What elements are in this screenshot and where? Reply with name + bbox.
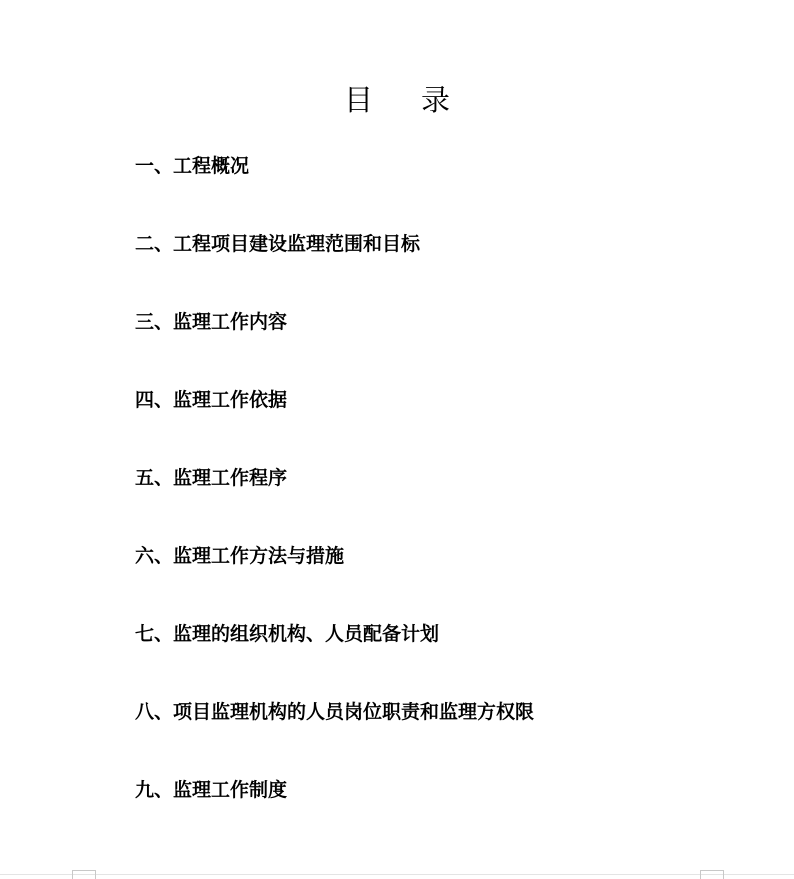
toc-item-2: 二、工程项目建设监理范围和目标 [135,233,421,255]
toc-item-9: 九、监理工作制度 [135,779,288,801]
toc-item-1: 一、工程概况 [135,155,250,177]
title-char-2: 录 [421,83,451,117]
toc-item-4: 四、监理工作依据 [135,389,288,411]
page-title [0,78,794,119]
toc-item-7: 七、监理的组织机构、人员配备计划 [135,623,440,645]
toc-item-5: 五、监理工作程序 [135,467,288,489]
page-bottom-divider [0,874,794,875]
toc-item-8: 八、项目监理机构的人员岗位职责和监理方权限 [135,701,535,723]
table-of-contents [135,151,534,853]
toc-item-3: 三、监理工作内容 [135,311,288,333]
toc-item-6: 六、监理工作方法与措施 [135,545,345,567]
title-char-1: 目 [343,83,373,117]
